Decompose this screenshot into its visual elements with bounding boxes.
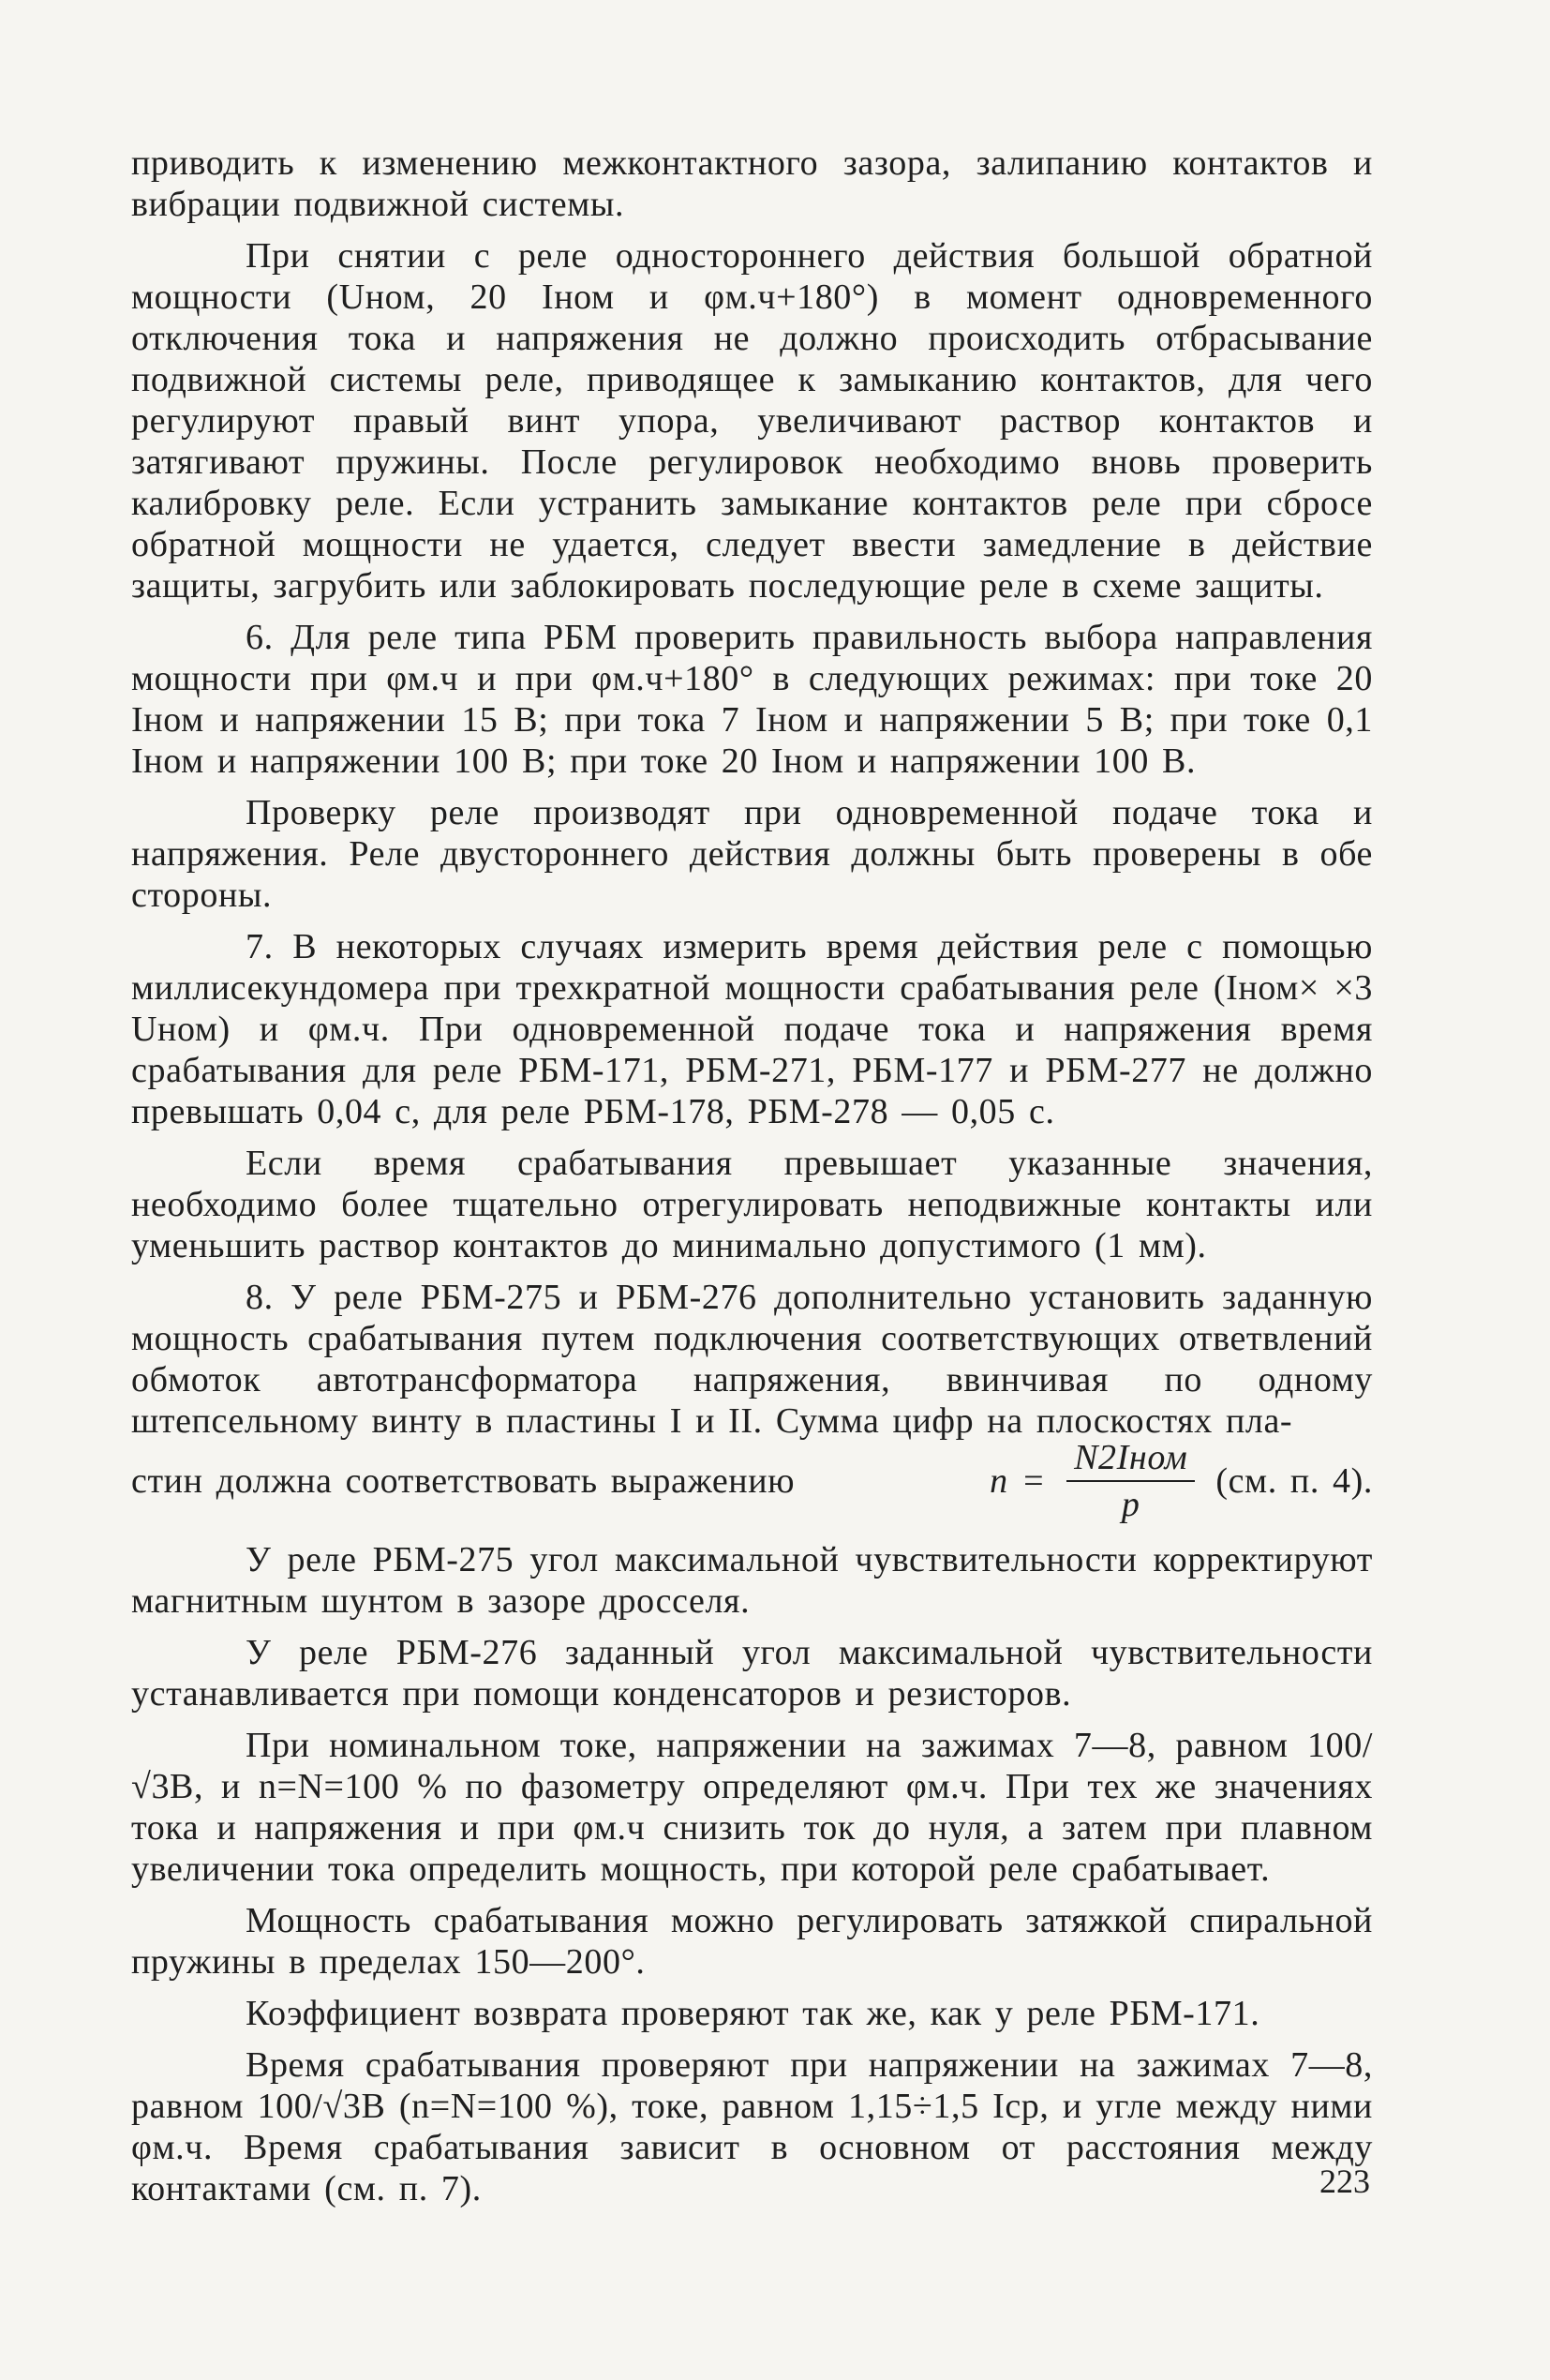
formula-line: [131, 1429, 1373, 1534]
paragraph: У реле РБМ-276 заданный угол максимальной чувствительности устанавливается при помощи конденсаторов и резисторов.: [131, 1633, 1373, 1714]
formula-reference: (см. п. 4).: [1215, 1461, 1373, 1501]
paragraph: Если время срабатывания превышает указанные значения, необходимо более тщательно отрегулировать неподвижные контакты или уменьшить раствор контактов до минимально допустимого (1 мм).: [131, 1144, 1373, 1265]
body-text: [131, 142, 1373, 2220]
page-number: 223: [1319, 2163, 1370, 2200]
formula-denominator: p: [1121, 1485, 1140, 1524]
formula-lhs: n =: [990, 1461, 1047, 1501]
paragraph: 8. У реле РБМ-275 и РБМ-276 дополнительно установить заданную мощность срабатывания путем подключения соответствующих ответвлений обмоток автотрансформатора напряжения, ввинчивая по одному штепсельному винту в пластины I и II. Сумма цифр на плоскостях пла-: [131, 1278, 1373, 1441]
paragraph: При номинальном токе, напряжении на зажимах 7—8, равном 100/√3В, и n=N=100 % по фазометру определяют φм.ч. При тех же значениях тока и напряжения и при φм.ч снизить ток до нуля, а затем при плавном увеличении тока определить мощность, при которой реле срабатывает.: [131, 1726, 1373, 1889]
paragraph-tail: стин должна соответствовать выражению: [131, 1461, 796, 1501]
formula-fraction: [1066, 1437, 1195, 1525]
paragraph: приводить к изменению межконтактного зазора, залипанию контактов и вибрации подвижной системы.: [131, 143, 1373, 224]
paragraph: У реле РБМ-275 угол максимальной чувствительности корректируют магнитным шунтом в зазоре дросселя.: [131, 1540, 1373, 1621]
paragraph: При снятии с реле одностороннего действия большой обратной мощности (Uном, 20 Iном и φм.ч+180°) в момент одновременного отключения тока и напряжения не должно происходить отбрасывание подвижной системы реле, приводящее к замыканию контактов, для чего регулируют правый винт упора, увеличивают раствор контактов и затягивают пружины. После регулировок необходимо вновь проверить калибровку реле. Если устранить замыкание контактов реле при сбросе обратной мощности не удается, следует ввести замедление в действие защиты, загрубить или заблокировать последующие реле в схеме защиты.: [131, 236, 1373, 606]
paragraph: Коэффициент возврата проверяют так же, как у реле РБМ-171.: [246, 1994, 1260, 2033]
paragraph: 6. Для реле типа РБМ проверить правильность выбора направления мощности при φм.ч и при φм.ч+180° в следующих режимах: при токе 20 Iном и напряжении 15 В; при тока 7 Iном и напряжении 5 В; при токе 0,1 Iном и напряжении 100 В; при токе 20 Iном и напряжении 100 В.: [131, 618, 1373, 781]
formula: [990, 1437, 1373, 1525]
formula-numerator: N2Iном: [1066, 1437, 1195, 1482]
paragraph: Время срабатывания проверяют при напряжении на зажимах 7—8, равном 100/√3В (n=N=100 %), токе, равном 1,15÷1,5 Iср, и угле между ними φм.ч. Время срабатывания зависит в основном от расстояния между контактами (см. п. 7).: [131, 2045, 1373, 2208]
paragraph: Мощность срабатывания можно регулировать затяжкой спиральной пружины в пределах 150—200°.: [131, 1901, 1373, 1982]
paragraph: Проверку реле производят при одновременной подаче тока и напряжения. Реле двустороннего действия должны быть проверены в обе стороны.: [131, 793, 1373, 915]
paragraph: 7. В некоторых случаях измерить время действия реле с помощью миллисекундомера при трехкратной мощности срабатывания реле (Iном× ×3 Uном) и φм.ч. При одновременной подаче тока и напряжения время срабатывания для реле РБМ-171, РБМ-271, РБМ-177 и РБМ-277 не должно превышать 0,04 с, для реле РБМ-178, РБМ-278 — 0,05 с.: [131, 927, 1373, 1131]
